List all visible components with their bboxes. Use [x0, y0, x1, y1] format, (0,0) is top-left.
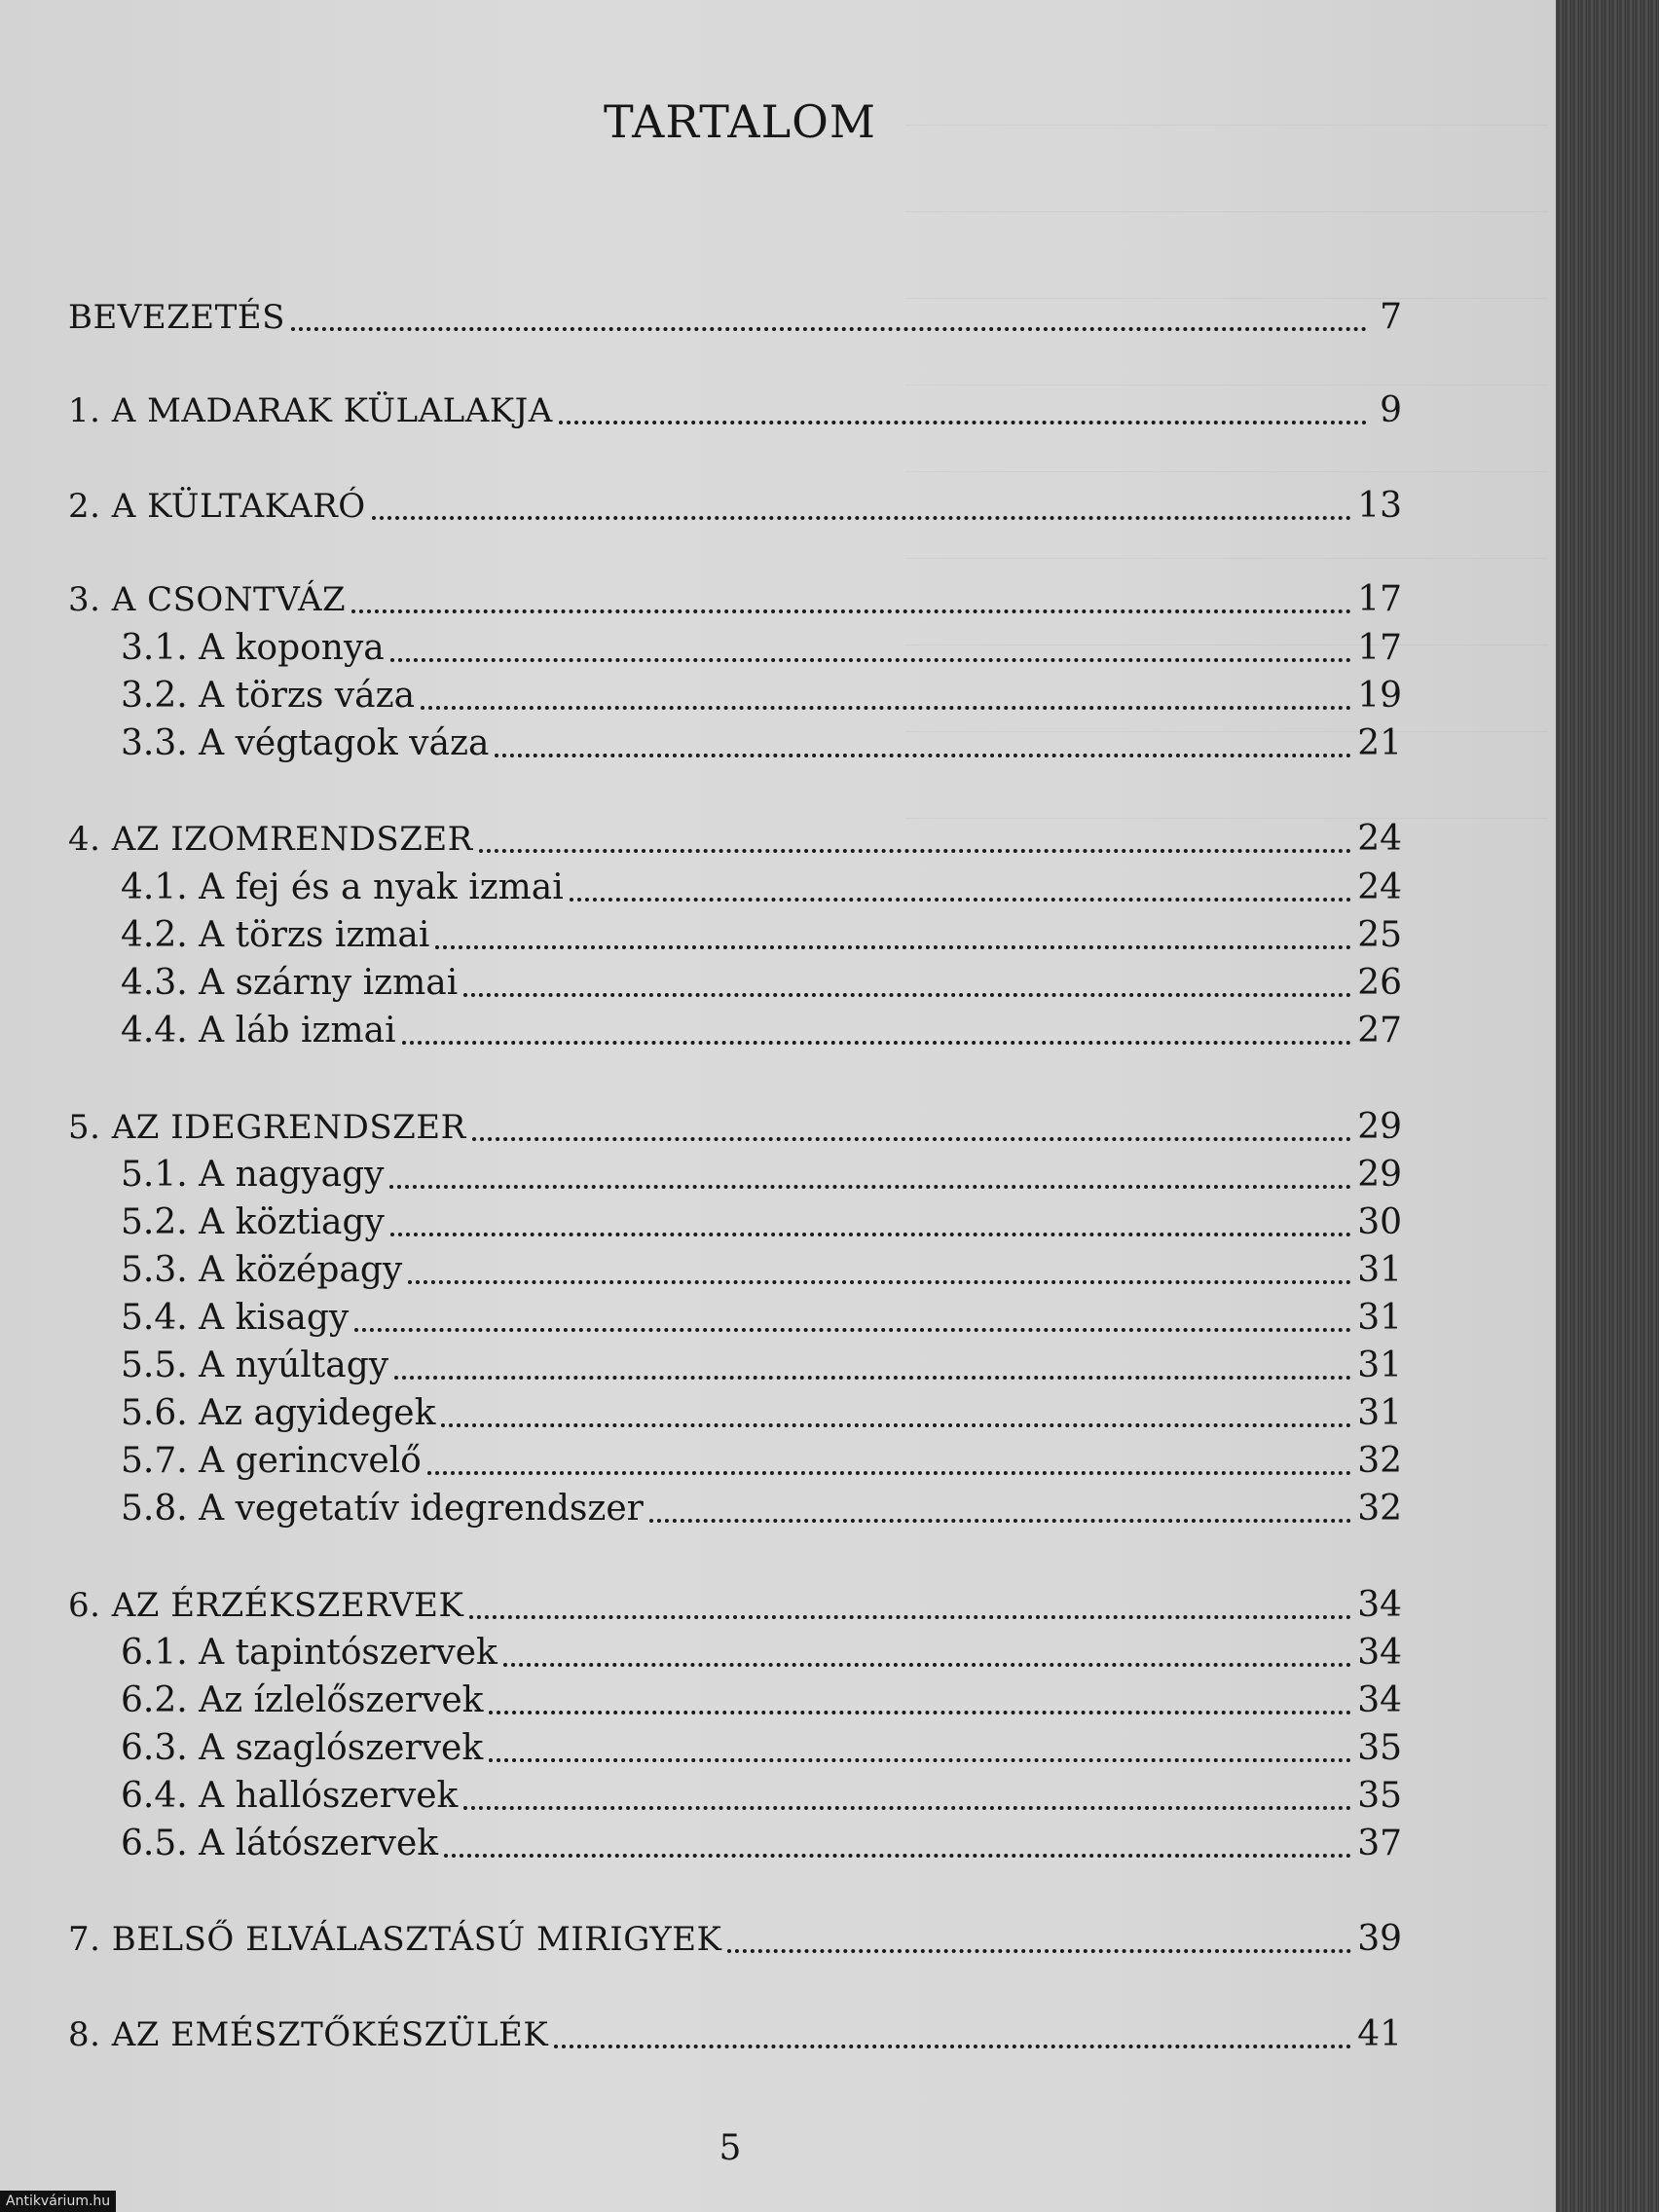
dot-leader [570, 898, 1351, 902]
toc-page-number: 41 [1357, 2014, 1402, 2054]
toc-entry-section-5-4 [121, 1295, 1402, 1342]
dot-leader [444, 1854, 1351, 1858]
toc-entry-section-5-7 [121, 1438, 1402, 1485]
toc-page-number: 30 [1357, 1202, 1402, 1242]
toc-entry-label: 5.4. A kisagy [121, 1298, 350, 1338]
dot-leader [727, 1949, 1351, 1953]
toc-page-number: 29 [1357, 1107, 1402, 1147]
toc-page-number: 7 [1380, 297, 1402, 337]
dot-leader [435, 945, 1351, 949]
toc-entry-label: 6.4. A hallószervek [121, 1776, 459, 1816]
dot-leader [389, 1185, 1351, 1189]
dot-leader [354, 1328, 1351, 1332]
toc-entry-label: 7. BELSŐ ELVÁLASZTÁSÚ MIRIGYEK [68, 1920, 722, 1959]
toc-page-number: 31 [1357, 1393, 1402, 1433]
toc-page-number: 35 [1357, 1728, 1402, 1768]
toc-entry-section-6-3 [121, 1725, 1402, 1772]
toc-entry-label: 6.3. A szaglószervek [121, 1728, 484, 1768]
toc-entry-label: 4.3. A szárny izmai [121, 963, 459, 1003]
toc-page-number: 34 [1357, 1585, 1402, 1625]
dot-leader [394, 1376, 1351, 1380]
toc-entry-label: 3. A CSONTVÁZ [68, 580, 347, 619]
toc-entry-section-4-4 [121, 1008, 1402, 1054]
toc-entry-label: 5. AZ IDEGRENDSZER [68, 1108, 466, 1147]
dot-leader [408, 1280, 1351, 1284]
toc-page-number: 34 [1357, 1680, 1402, 1720]
toc-entry-chapter-3 [68, 576, 1402, 623]
dot-leader [472, 1137, 1352, 1141]
toc-entry-section-5-8 [121, 1486, 1402, 1532]
toc-entry-section-6-5 [121, 1821, 1402, 1867]
toc-entry-label: 1. A MADARAK KÜLALAKJA [68, 391, 553, 430]
toc-entry-section-5-1 [121, 1152, 1402, 1198]
dot-leader [479, 849, 1351, 853]
toc-entry-section-6-1 [121, 1630, 1402, 1677]
dot-leader [489, 1758, 1351, 1762]
toc-entry-section-4-3 [121, 960, 1402, 1007]
toc-entry-section-4-2 [121, 912, 1402, 959]
toc-page-number: 39 [1357, 1919, 1402, 1959]
toc-page-number: 37 [1357, 1824, 1402, 1863]
dot-leader [427, 1471, 1351, 1475]
toc-page-number: 31 [1357, 1346, 1402, 1385]
dot-leader [649, 1519, 1351, 1523]
watermark: Antikvárium.hu [0, 2191, 116, 2212]
toc-entry-section-5-3 [121, 1247, 1402, 1294]
toc-page-number: 32 [1357, 1489, 1402, 1529]
toc-entry-label: 4.4. A láb izmai [121, 1011, 396, 1051]
toc-entry-label: 2. A KÜLTAKARÓ [68, 487, 366, 526]
toc-entry-label: 5.1. A nagyagy [121, 1155, 385, 1195]
toc-entry-label: BEVEZETÉS [68, 298, 285, 337]
toc-entry-label: 4. AZ IZOMRENDSZER [68, 820, 473, 859]
toc-entry-label: 6.5. A látószervek [121, 1824, 439, 1863]
dot-leader [390, 1233, 1351, 1236]
dot-leader [559, 421, 1367, 424]
toc-entry-introduction [68, 294, 1402, 341]
toc-entry-label: 5.2. A köztiagy [121, 1202, 385, 1242]
toc-entry-chapter-2 [68, 483, 1402, 530]
toc-entry-label: 3.1. A koponya [121, 628, 385, 668]
toc-entry-label: 5.3. A középagy [121, 1250, 403, 1290]
dot-leader [495, 754, 1351, 757]
dot-leader [441, 1423, 1351, 1427]
toc-page-number: 27 [1357, 1011, 1402, 1051]
page-number: 5 [719, 2128, 742, 2168]
toc-page-number: 31 [1357, 1298, 1402, 1338]
toc-entry-chapter-1 [68, 387, 1402, 434]
toc-page-number: 21 [1357, 723, 1402, 763]
toc-entry-section-5-5 [121, 1343, 1402, 1389]
toc-entry-label: 3.3. A végtagok váza [121, 723, 490, 763]
toc-entry-label: 5.7. A gerincvelő [121, 1441, 422, 1481]
toc-entry-section-3-1 [121, 625, 1402, 672]
toc-page-number: 17 [1357, 579, 1402, 619]
toc-entry-label: 3.2. A törzs váza [121, 676, 416, 716]
toc-entry-label: 4.1. A fej és a nyak izmai [121, 867, 564, 907]
toc-page-number: 26 [1357, 963, 1402, 1003]
toc-page-number: 9 [1380, 390, 1402, 430]
dot-leader [489, 1711, 1351, 1714]
toc-entry-section-5-2 [121, 1199, 1402, 1246]
toc-page-number: 35 [1357, 1776, 1402, 1816]
toc-page-number: 19 [1357, 676, 1402, 716]
toc-entry-label: 6.2. Az ízlelőszervek [121, 1680, 484, 1720]
toc-entry-label: 5.6. Az agyidegek [121, 1393, 436, 1433]
dot-leader [463, 1806, 1351, 1810]
toc-entry-label: 5.5. A nyúltagy [121, 1346, 389, 1385]
toc-entry-chapter-6 [68, 1582, 1402, 1629]
toc-entry-label: 5.8. A vegetatív idegrendszer [121, 1489, 644, 1529]
toc-entry-section-5-6 [121, 1390, 1402, 1437]
toc-entry-section-3-3 [121, 720, 1402, 767]
dot-leader [554, 2045, 1351, 2048]
toc-entry-section-4-1 [121, 865, 1402, 911]
toc-page-number: 24 [1357, 819, 1402, 859]
toc-page-number: 32 [1357, 1441, 1402, 1481]
dot-leader [291, 327, 1367, 331]
toc-entry-label: 8. AZ EMÉSZTŐKÉSZÜLÉK [68, 2015, 549, 2054]
dot-leader [421, 706, 1351, 710]
toc-entry-label: 6. AZ ÉRZÉKSZERVEK [68, 1586, 464, 1625]
toc-page-number: 31 [1357, 1250, 1402, 1290]
toc-entry-section-6-4 [121, 1773, 1402, 1820]
page-title: TARTALOM [604, 95, 876, 148]
dot-leader [402, 1041, 1352, 1045]
toc-page-number: 13 [1357, 486, 1402, 526]
stacked-page-edges [1556, 0, 1659, 2212]
toc-entry-label: 4.2. A törzs izmai [121, 915, 430, 955]
toc-entry-chapter-7 [68, 1916, 1402, 1963]
toc-page-number: 25 [1357, 915, 1402, 955]
toc-page-number: 24 [1357, 867, 1402, 907]
toc-entry-chapter-4 [68, 816, 1402, 863]
toc-entry-chapter-8 [68, 2011, 1402, 2058]
dot-leader [372, 516, 1352, 520]
toc-entry-section-6-2 [121, 1677, 1402, 1724]
dot-leader [351, 609, 1351, 613]
toc-page-number: 29 [1357, 1155, 1402, 1195]
dot-leader [390, 658, 1351, 662]
toc-entry-chapter-5 [68, 1104, 1402, 1151]
toc-entry-label: 6.1. A tapintószervek [121, 1633, 498, 1673]
dot-leader [463, 993, 1351, 997]
toc-page-number: 17 [1357, 628, 1402, 668]
dot-leader [503, 1663, 1351, 1667]
toc-page-number: 34 [1357, 1633, 1402, 1673]
dot-leader [469, 1615, 1351, 1619]
toc-entry-section-3-2 [121, 673, 1402, 719]
